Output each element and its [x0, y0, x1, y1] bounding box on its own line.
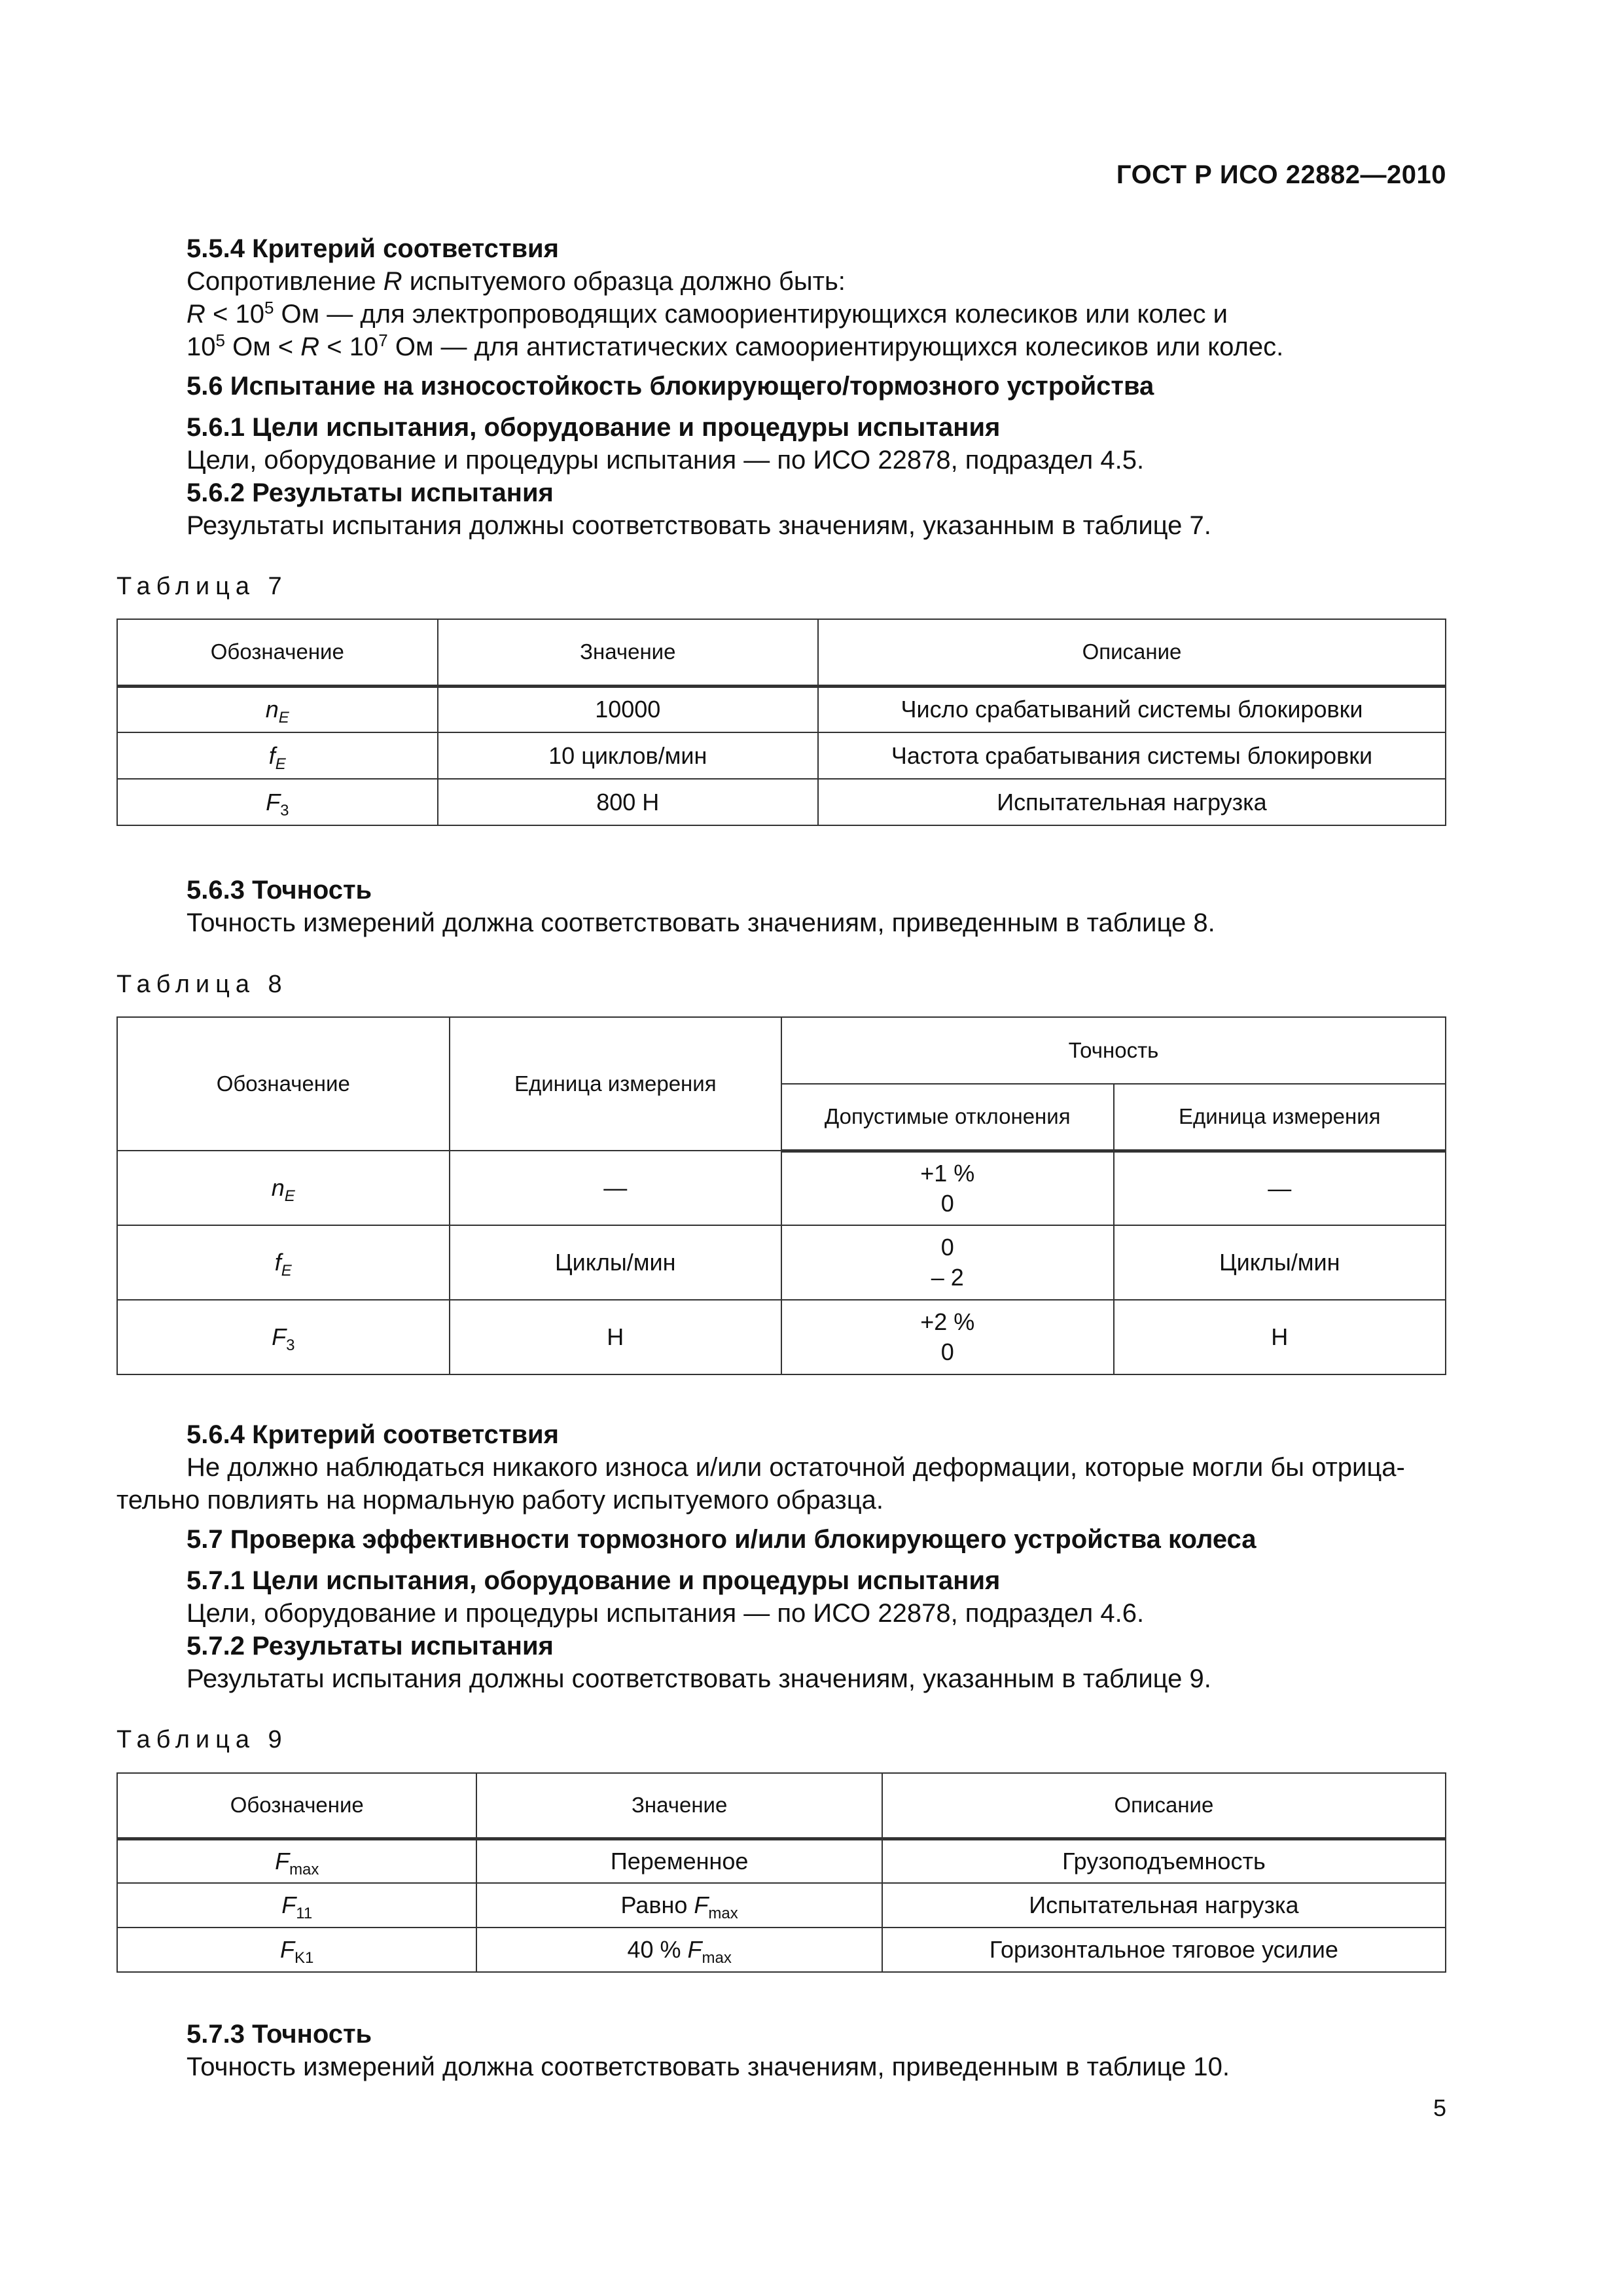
table-cell-value: 10 циклов/мин — [438, 732, 818, 779]
table-8-header-accuracy-unit: Единица измерения — [1114, 1084, 1446, 1151]
table-cell-description: Испытательная нагрузка — [818, 779, 1446, 825]
table-cell-value: 10000 — [438, 686, 818, 732]
table-row — [117, 779, 1446, 825]
table-cell-unit: — — [450, 1151, 781, 1225]
section-5-7-1-title: 5.7.1 Цели испытания, оборудование и процедуры испытания — [187, 1566, 1001, 1595]
table-9-header-designation: Обозначение — [117, 1773, 476, 1839]
table-row — [117, 1300, 1446, 1374]
table-cell-symbol: $F_{11}$ — [117, 1883, 476, 1928]
table-9 — [116, 1772, 1446, 1973]
section-5-6-2-text: Результаты испытания должны соответствовать значениям, указанным в таблице 7. — [187, 511, 1211, 540]
table-cell-value: 800 Н — [438, 779, 818, 825]
table-7-header-description: Описание — [818, 619, 1446, 686]
table-cell-description: Испытательная нагрузка — [882, 1883, 1446, 1928]
table-9-header-description: Описание — [882, 1773, 1446, 1839]
table-cell-value: Равно $F_{max}$ — [476, 1883, 882, 1928]
table-cell-unit: Циклы/мин — [450, 1225, 781, 1300]
page-number: 5 — [1433, 2094, 1446, 2121]
table-cell-deviation: +2 % 0 — [781, 1300, 1114, 1374]
section-5-5-4-line1: Сопротивление R испытуемого образца должно быть: — [187, 267, 846, 296]
section-5-7-1-text: Цели, оборудование и процедуры испытания — по ИСО 22878, подраздел 4.6. — [187, 1599, 1145, 1628]
table-cell-accuracy-unit: Циклы/мин — [1114, 1225, 1446, 1300]
table-cell-value: 40 % $F_{max}$ — [476, 1928, 882, 1972]
table-7-header-value: Значение — [438, 619, 818, 686]
table-row — [117, 1225, 1446, 1300]
section-5-5-4-line3: $10^5$ Ом < $R < 10^7$ Ом — для антистатических самоориентирующихся колесиков или колес. — [187, 331, 1284, 361]
table-cell-accuracy-unit: — — [1114, 1151, 1446, 1225]
section-5-6-4-title: 5.6.4 Критерий соответствия — [187, 1420, 559, 1449]
table-cell-symbol: $n_E$ — [117, 686, 438, 732]
table-cell-accuracy-unit: Н — [1114, 1300, 1446, 1374]
section-5-6-title: 5.6 Испытание на износостойкость блокирующего/тормозного устройства — [187, 372, 1154, 401]
table-7-caption: Таблица 7 — [116, 573, 288, 600]
table-cell-symbol: $f_E$ — [117, 732, 438, 779]
table-9-header-value: Значение — [476, 1773, 882, 1839]
section-5-5-4-title: 5.5.4 Критерий соответствия — [187, 234, 559, 263]
table-row — [117, 1839, 1446, 1883]
table-cell-description: Число срабатываний системы блокировки — [818, 686, 1446, 732]
table-cell-symbol: $F_3$ — [117, 779, 438, 825]
table-cell-symbol: $F_{max}$ — [117, 1839, 476, 1883]
table-8-header-designation: Обозначение — [117, 1017, 450, 1151]
table-row — [117, 1883, 1446, 1928]
section-5-7-3-title: 5.7.3 Точность — [187, 2020, 372, 2049]
section-5-7-title: 5.7 Проверка эффективности тормозного и/или блокирующего устройства колеса — [187, 1525, 1257, 1554]
table-8-caption: Таблица 8 — [116, 971, 288, 998]
table-row — [117, 732, 1446, 779]
document-header: ГОСТ Р ИСО 22882—2010 — [1116, 160, 1446, 189]
table-8-header-deviation: Допустимые отклонения — [781, 1084, 1114, 1151]
table-row — [117, 1928, 1446, 1972]
table-cell-description: Частота срабатывания системы блокировки — [818, 732, 1446, 779]
table-cell-description: Горизонтальное тяговое усилие — [882, 1928, 1446, 1972]
table-8-header-accuracy: Точность — [781, 1017, 1446, 1084]
section-5-6-3-text: Точность измерений должна соответствовать значениям, приведенным в таблице 8. — [187, 908, 1215, 937]
table-row — [117, 1151, 1446, 1225]
section-5-7-2-title: 5.7.2 Результаты испытания — [187, 1632, 554, 1660]
table-row — [117, 686, 1446, 732]
table-9-caption: Таблица 9 — [116, 1726, 288, 1753]
section-5-6-4-line1: Не должно наблюдаться никакого износа и/или остаточной деформации, которые могли бы отрица- — [187, 1453, 1405, 1482]
section-5-6-1-title: 5.6.1 Цели испытания, оборудование и процедуры испытания — [187, 413, 1001, 442]
section-5-6-1-text: Цели, оборудование и процедуры испытания — по ИСО 22878, подраздел 4.5. — [187, 446, 1145, 475]
table-cell-value: Переменное — [476, 1839, 882, 1883]
table-cell-symbol: $F_3$ — [117, 1300, 450, 1374]
section-5-6-4-line2: тельно повлиять на нормальную работу испытуемого образца. — [116, 1486, 884, 1515]
section-5-7-2-text: Результаты испытания должны соответствовать значениям, указанным в таблице 9. — [187, 1664, 1211, 1693]
table-cell-description: Грузоподъемность — [882, 1839, 1446, 1883]
table-cell-symbol: $F_{K1}$ — [117, 1928, 476, 1972]
table-7-header-designation: Обозначение — [117, 619, 438, 686]
table-8 — [116, 1016, 1446, 1375]
section-5-7-3-text: Точность измерений должна соответствовать значениям, приведенным в таблице 10. — [187, 2053, 1230, 2081]
table-8-header-unit: Единица измерения — [450, 1017, 781, 1151]
table-cell-symbol: $n_E$ — [117, 1151, 450, 1225]
section-5-6-2-title: 5.6.2 Результаты испытания — [187, 478, 554, 507]
table-cell-deviation: 0 – 2 — [781, 1225, 1114, 1300]
section-5-5-4-line2: $R < 10^5$ Ом — для электропроводящих самоориентирующихся колесиков или колес и — [187, 298, 1228, 329]
table-cell-deviation: +1 % 0 — [781, 1151, 1114, 1225]
table-7 — [116, 619, 1446, 826]
section-5-6-3-title: 5.6.3 Точность — [187, 876, 372, 905]
table-cell-symbol: $f_E$ — [117, 1225, 450, 1300]
table-cell-unit: Н — [450, 1300, 781, 1374]
